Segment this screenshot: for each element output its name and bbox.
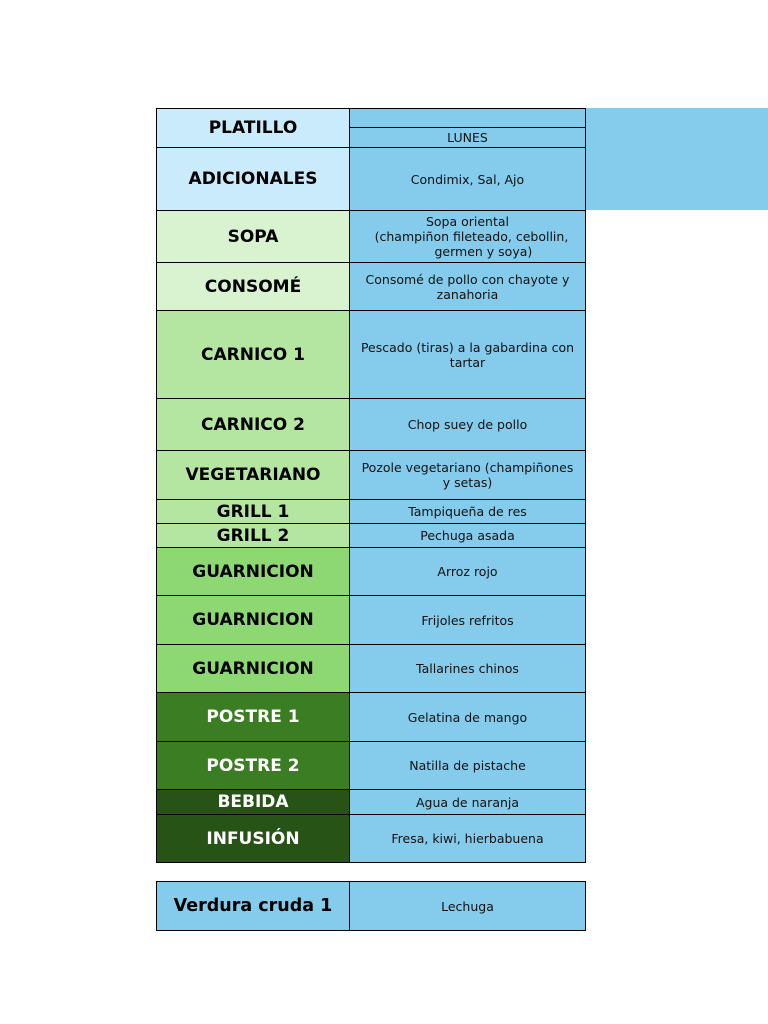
- row-carnico-2: [156, 399, 586, 451]
- row-label: CARNICO 2: [157, 399, 350, 450]
- row-value: Gelatina de mango: [350, 693, 585, 741]
- row-value: Tallarines chinos: [350, 645, 585, 692]
- extra-table: [156, 881, 586, 931]
- row-postre-1: [156, 693, 586, 742]
- row-value: Arroz rojo: [350, 548, 585, 595]
- row-label: CARNICO 1: [157, 311, 350, 398]
- row-grill-1: [156, 500, 586, 524]
- row-grill-2: [156, 524, 586, 548]
- row-value: Agua de naranja: [350, 790, 585, 814]
- row-label: GUARNICION: [157, 596, 350, 644]
- row-label: INFUSIÓN: [157, 815, 350, 862]
- row-label: ADICIONALES: [157, 148, 350, 210]
- row-sopa: [156, 211, 586, 263]
- row-label: POSTRE 2: [157, 742, 350, 789]
- row-value: Pozole vegetariano (champiñones y setas): [350, 451, 585, 499]
- row-value: Chop suey de pollo: [350, 399, 585, 450]
- row-consome: [156, 263, 586, 311]
- row-label: CONSOMÉ: [157, 263, 350, 310]
- row-label: GRILL 1: [157, 500, 350, 523]
- row-postre-2: [156, 742, 586, 790]
- row-value: Frijoles refritos: [350, 596, 585, 644]
- blue-band-decoration: [586, 108, 768, 210]
- row-verdura-cruda: [156, 881, 586, 931]
- row-value: Tampiqueña de res: [350, 500, 585, 523]
- row-infusion: [156, 815, 586, 863]
- row-label: POSTRE 1: [157, 693, 350, 741]
- header-day-cell: [350, 109, 585, 147]
- menu-table: [156, 108, 586, 863]
- row-vegetariano: [156, 451, 586, 500]
- row-label: GUARNICION: [157, 645, 350, 692]
- row-guarnicion-2: [156, 596, 586, 645]
- row-label: BEBIDA: [157, 790, 350, 814]
- row-value: Natilla de pistache: [350, 742, 585, 789]
- row-guarnicion-1: [156, 548, 586, 596]
- row-value: Lechuga: [350, 882, 585, 930]
- row-label: SOPA: [157, 211, 350, 262]
- row-value: Fresa, kiwi, hierbabuena: [350, 815, 585, 862]
- row-value: Pescado (tiras) a la gabardina con tartar: [350, 311, 585, 398]
- row-label: GRILL 2: [157, 524, 350, 547]
- row-carnico-1: [156, 311, 586, 399]
- row-bebida: [156, 790, 586, 815]
- row-value: Pechuga asada: [350, 524, 585, 547]
- row-value: Condimix, Sal, Ajo: [350, 148, 585, 210]
- row-label: GUARNICION: [157, 548, 350, 595]
- row-guarnicion-3: [156, 645, 586, 693]
- row-adicionales: [156, 148, 586, 211]
- row-label: Verdura cruda 1: [157, 882, 350, 930]
- row-label: VEGETARIANO: [157, 451, 350, 499]
- row-value: Sopa oriental (champiñon fileteado, cebollin, germen y soya): [350, 211, 585, 262]
- header-row: [156, 108, 586, 148]
- row-value: Consomé de pollo con chayote y zanahoria: [350, 263, 585, 310]
- header-top-spacer: [350, 109, 585, 128]
- header-day: LUNES: [447, 130, 488, 145]
- header-label: PLATILLO: [157, 109, 350, 147]
